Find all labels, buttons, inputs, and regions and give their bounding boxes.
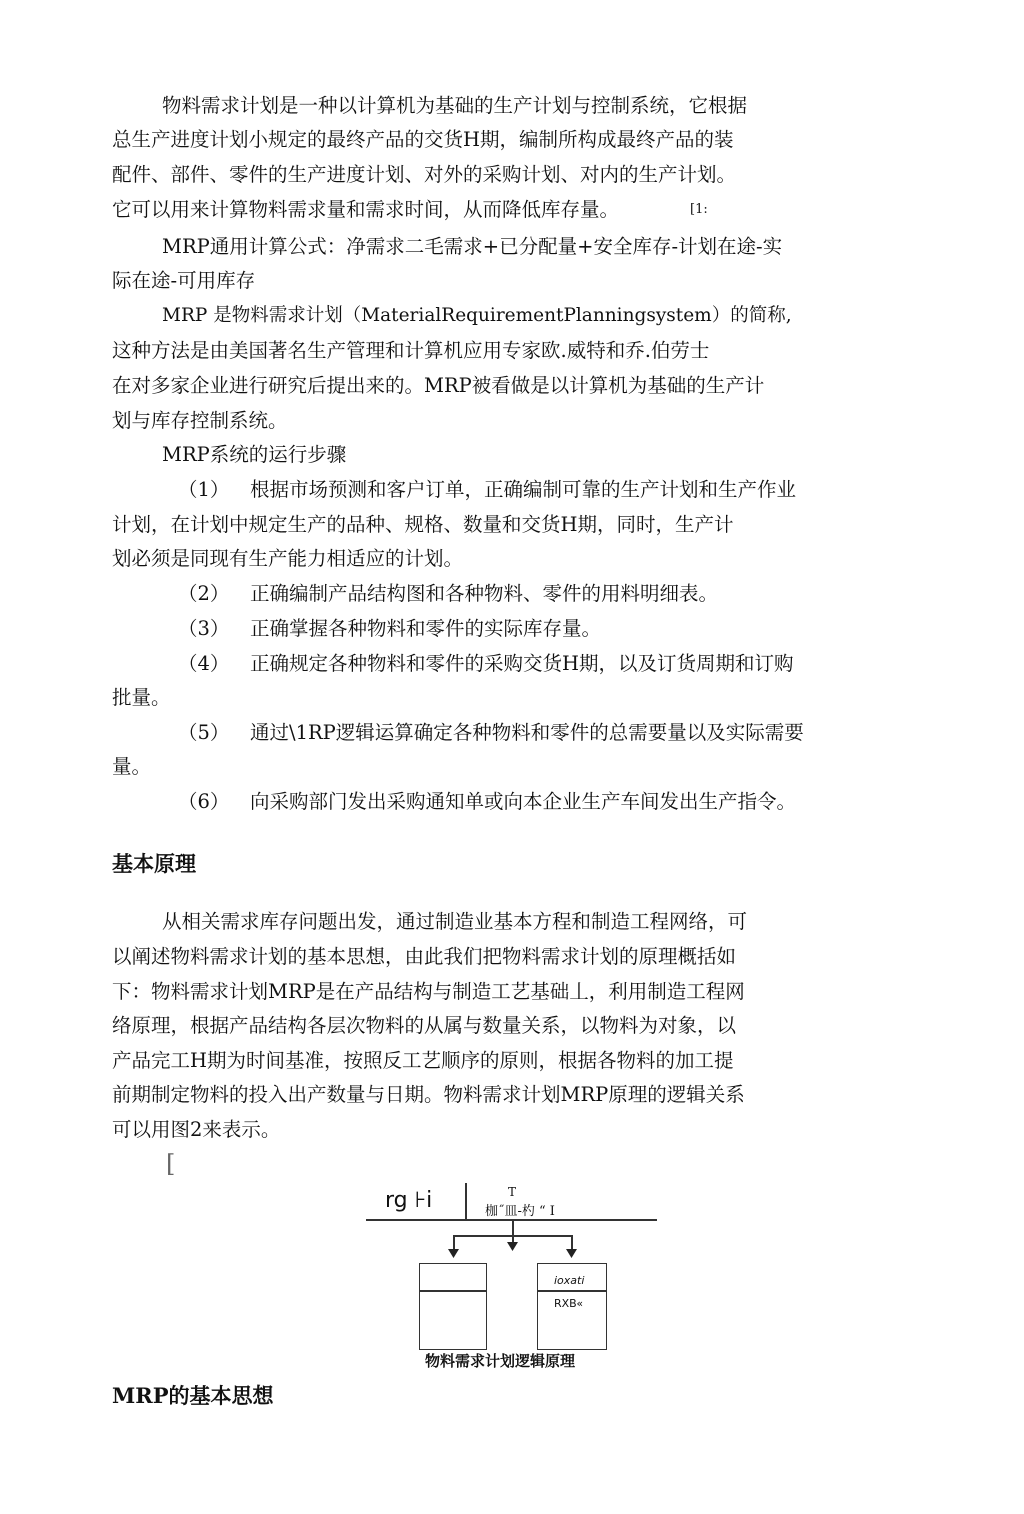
step-text: 通过\1RP逻辑运算确定各种物料和零件的总需要量以及实际需要 <box>250 721 804 744</box>
step-number: （3） <box>178 617 230 640</box>
figure-left-drop <box>453 1235 455 1251</box>
right-box-divider <box>538 1290 606 1292</box>
step-number: （4） <box>178 652 230 675</box>
figure-top-label: rg ⊦i <box>385 1188 433 1213</box>
figure-stem <box>512 1219 514 1247</box>
mrp-def-line: MRP 是物料需求计划（MaterialRequirementPlanningsystem）的简称, <box>162 305 792 326</box>
step-text: 根据市场预测和客户订单，正确编制可靠的生产计划和生产作业 <box>250 478 797 501</box>
figure-sub-label: 枷˝皿-杓 “ I <box>485 1204 555 1219</box>
step-text: 划必须是同现有生产能力相适应的计划。 <box>112 547 464 570</box>
stray-bracket: [ <box>166 1150 176 1178</box>
figure-divider <box>465 1183 467 1219</box>
figure-caption: 物料需求计划逻辑原理 <box>425 1352 576 1370</box>
step-number: （2） <box>178 582 230 605</box>
step-text: 计划，在计划中规定生产的品种、规格、数量和交货H期，同时，生产计 <box>112 513 734 536</box>
mrp-def-line: 在对多家企业进行研究后提出来的。MRP被看做是以计算机为基础的生产计 <box>112 374 765 397</box>
formula-line: 际在途-可用库存 <box>112 269 256 292</box>
right-box-line1: ioxati <box>554 1274 585 1287</box>
right-box-line2: RXB« <box>554 1297 584 1310</box>
left-box <box>419 1263 487 1350</box>
step-number: （5） <box>178 721 230 744</box>
mrp-def-line: 这种方法是由美国著名生产管理和计算机应用专家欧.威特和乔.伯劳士 <box>112 339 710 362</box>
step-text: 量。 <box>112 755 152 778</box>
step-text: 向采购部门发出采购通知单或向本企业生产车间发出生产指令。 <box>250 790 797 813</box>
step-text: 正确编制产品结构图和各种物料、零件的用料明细表。 <box>250 582 719 605</box>
right-box <box>537 1263 607 1350</box>
principle-line: 可以用图2来表示。 <box>112 1118 281 1141</box>
mrp-def-line: 划与库存控制系统。 <box>112 409 288 432</box>
principle-line: 产品完工H期为时间基准，按照反工艺顺序的原则，根据各物料的加工提 <box>112 1049 734 1072</box>
principle-line: 下：物料需求计划MRP是在产品结构与制造工艺基础丄，利用制造工程网 <box>112 980 745 1003</box>
step-text: 正确规定各种物料和零件的采购交货H期，以及订货周期和订购 <box>250 652 794 675</box>
principle-line: 从相关需求库存问题出发，通过制造业基本方程和制造工程网络，可 <box>162 910 748 933</box>
intro-line: 配件、部件、零件的生产进度计划、对外的采购计划、对内的生产计划。 <box>112 163 737 186</box>
steps-title: MRP系统的运行步骤 <box>162 443 347 466</box>
principle-line: 络原理，根据产品结构各层次物料的从属与数量关系，以物料为对象，以 <box>112 1014 737 1037</box>
left-box-divider <box>420 1290 486 1292</box>
step-text: 正确掌握各种物料和零件的实际库存量。 <box>250 617 602 640</box>
step-number: （1） <box>178 478 230 501</box>
intro-line: 物料需求计划是一种以计算机为基础的生产计划与控制系统，它根据 <box>162 94 748 117</box>
intro-line: 它可以用来计算物料需求量和需求时间，从而降低库存量。 <box>112 198 620 221</box>
principle-line: 前期制定物料的投入出产数量与日期。物料需求计划MRP原理的逻辑关系 <box>112 1083 745 1106</box>
principle-line: 以阐述物料需求计划的基本思想，由此我们把物料需求计划的原理概括如 <box>112 945 737 968</box>
figure-t-label: T <box>508 1185 517 1199</box>
step-text: 批量。 <box>112 686 171 709</box>
section-heading: MRP的基本思想 <box>112 1383 274 1408</box>
intro-line: 总生产进度计划小规定的最终产品的交货H期，编制所构成最终产品的装 <box>112 128 734 151</box>
formula-line: MRP通用计算公式：净需求二毛需求+已分配量+安全库存-计划在途-实 <box>162 235 783 258</box>
step-number: （6） <box>178 790 230 813</box>
figure-right-drop <box>571 1235 573 1251</box>
citation-mark: [1: <box>690 202 708 217</box>
section-heading: 基本原理 <box>112 852 196 876</box>
